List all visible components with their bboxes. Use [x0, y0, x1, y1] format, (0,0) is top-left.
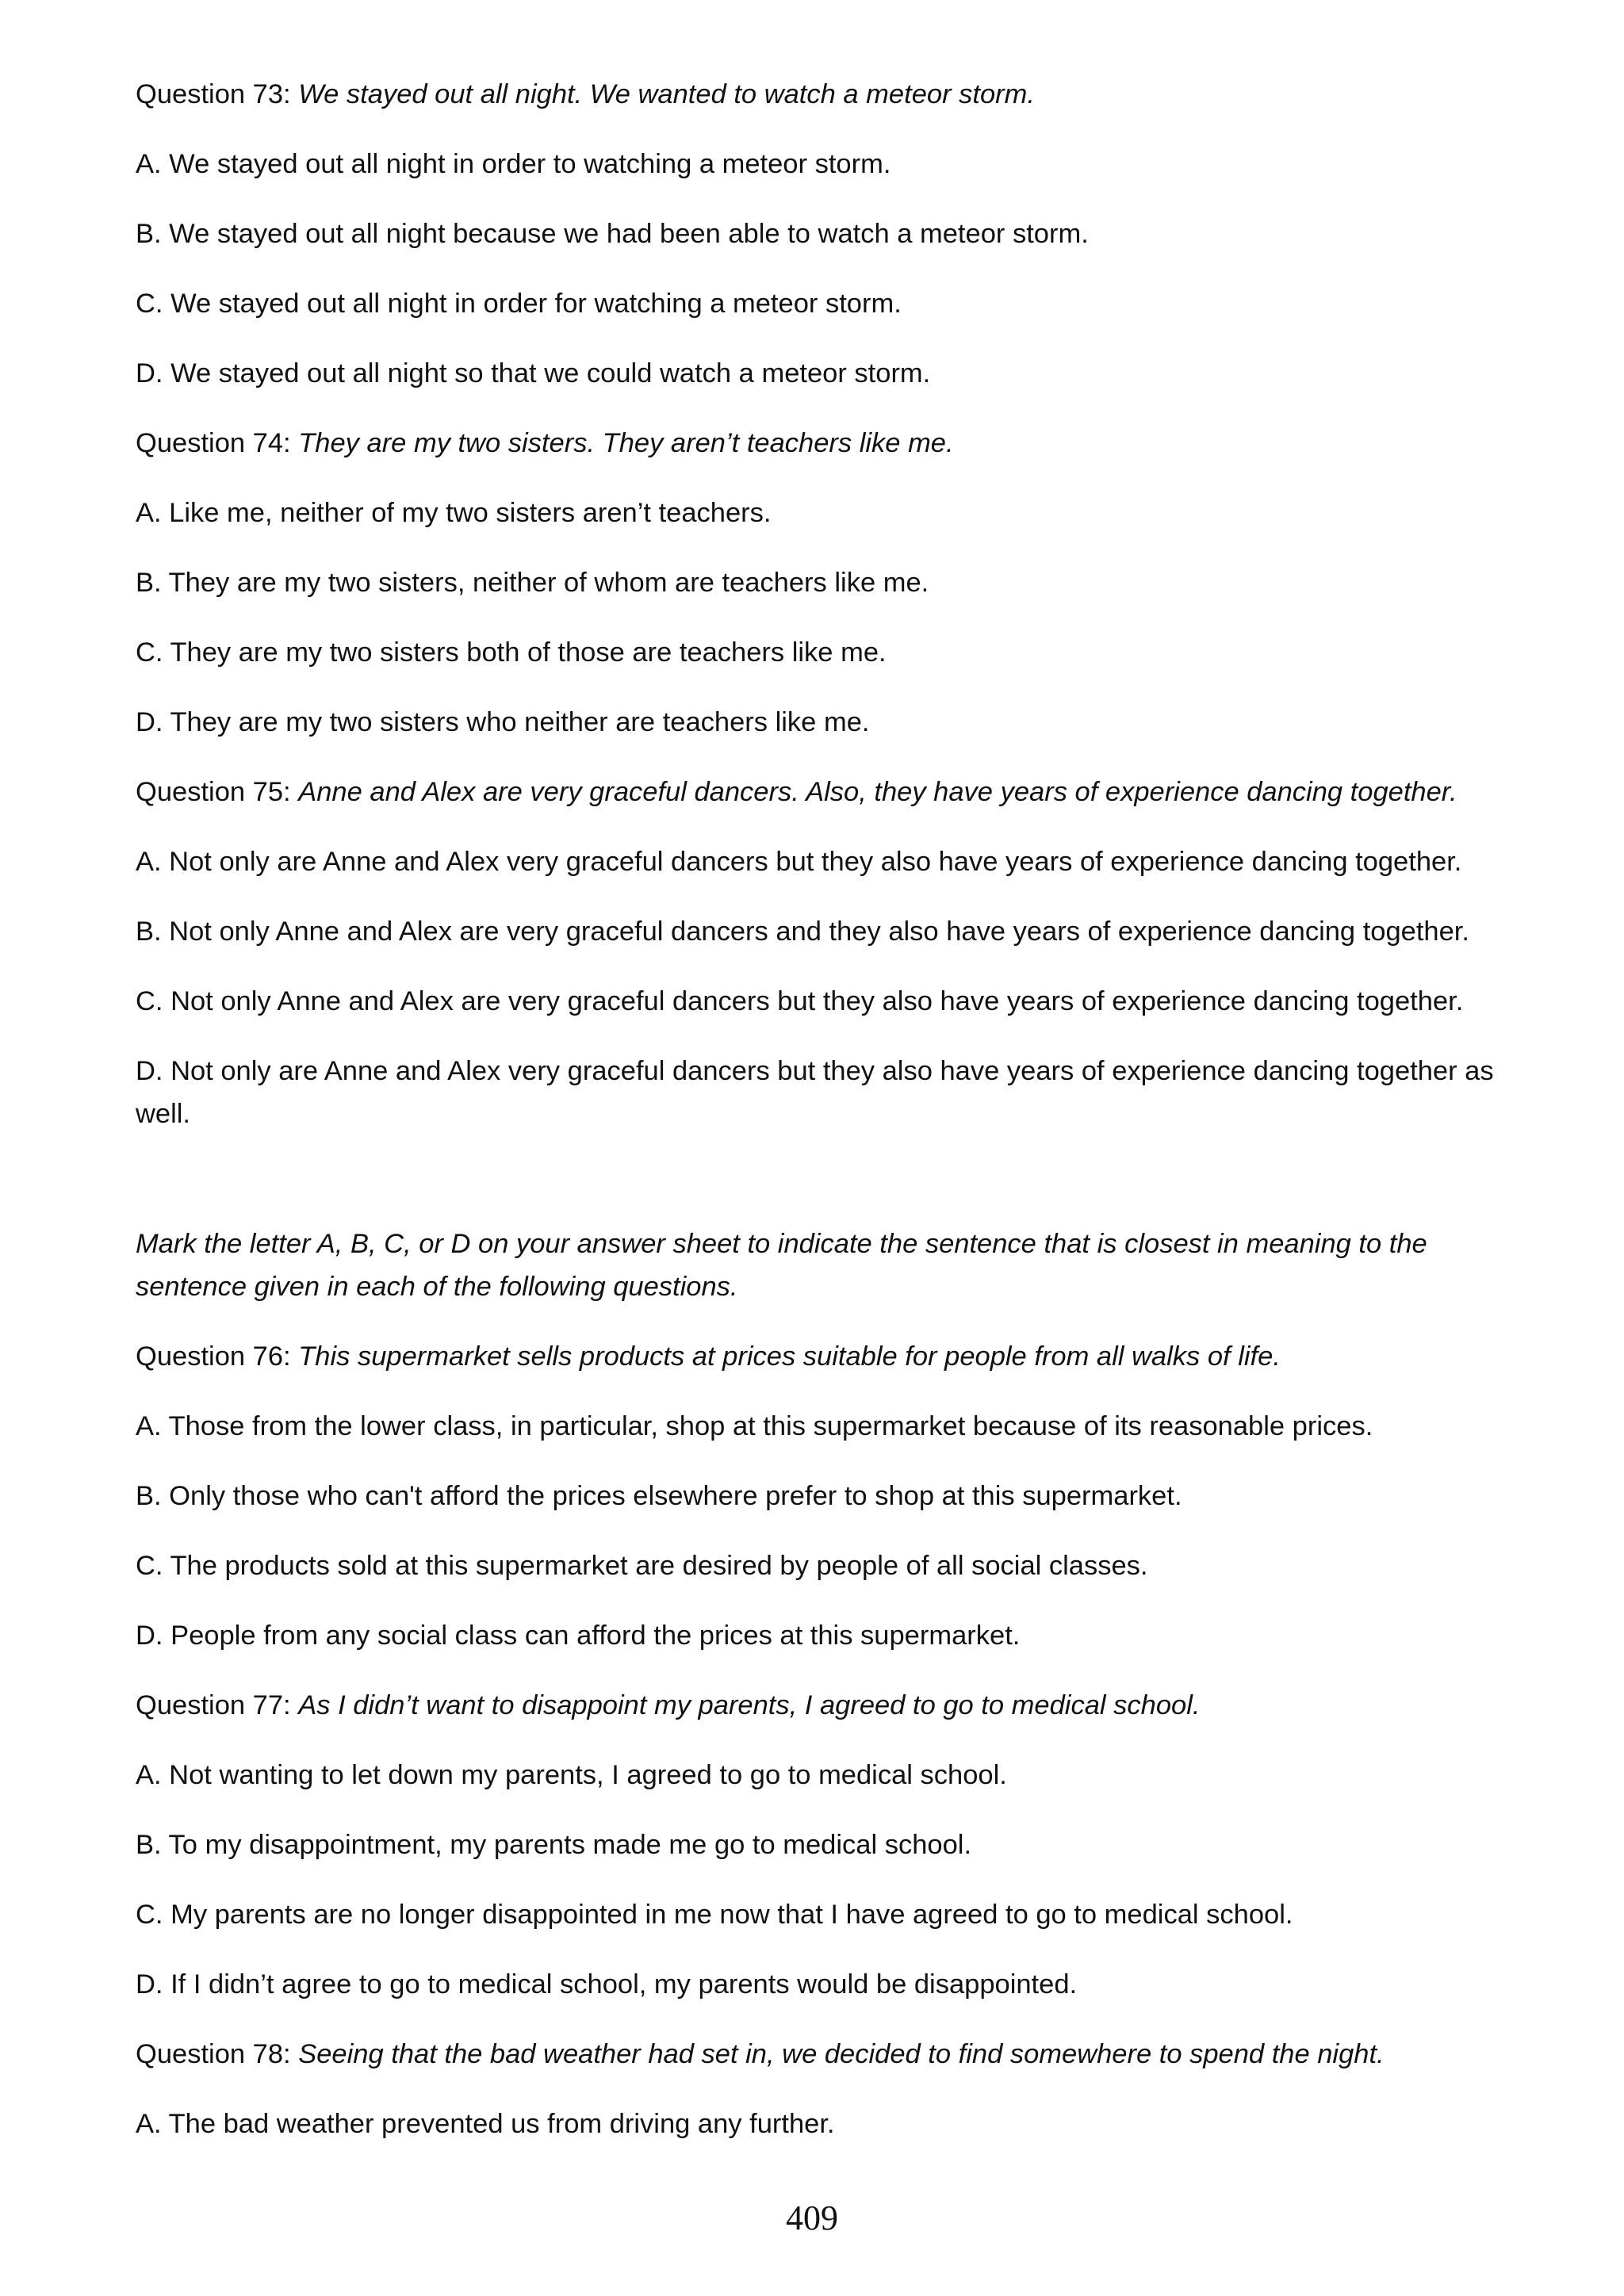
option-b: B. We stayed out all night because we had been able to watch a meteor storm. [136, 219, 1089, 249]
question-73 [136, 73, 1515, 116]
option-c: C. They are my two sisters both of those are teachers like me. [136, 637, 887, 668]
question-77 [136, 1684, 1515, 1727]
option-d: D. We stayed out all night so that we could watch a meteor storm. [136, 358, 931, 388]
question-label: Question 75: [136, 777, 299, 807]
question-label: Question 74: [136, 428, 299, 458]
question-stem: Seeing that the bad weather had set in, we decided to find somewhere to spend the night. [298, 2039, 1385, 2069]
question-label: Question 78: [136, 2039, 299, 2069]
option-a: A. Like me, neither of my two sisters aren’t teachers. [136, 498, 772, 528]
option-b: B. They are my two sisters, neither of whom are teachers like me. [136, 568, 929, 598]
option-b: B. To my disappointment, my parents made me go to medical school. [136, 1830, 972, 1860]
document-page [136, 73, 1515, 2172]
option-c: C. Not only Anne and Alex are very graceful dancers but they also have years of experience dancing together. [136, 986, 1464, 1016]
question-74 [136, 422, 1515, 465]
page-number: 409 [786, 2198, 838, 2237]
question-stem: This supermarket sells products at prices suitable for people from all walks of life. [298, 1341, 1281, 1372]
option-a: A. The bad weather prevented us from driving any further. [136, 2109, 835, 2139]
question-stem: Anne and Alex are very graceful dancers. Also, they have years of experience dancing together. [298, 777, 1457, 807]
section-instruction: Mark the letter A, B, C, or D on your answer sheet to indicate the sentence that is closest in meaning to the sentence given in each of the following questions. [136, 1229, 1427, 1302]
option-d: D. Not only are Anne and Alex very graceful dancers but they also have years of experience dancing together as well. [136, 1056, 1494, 1129]
question-label: Question 77: [136, 1690, 299, 1720]
option-c: C. The products sold at this supermarket are desired by people of all social classes. [136, 1551, 1148, 1581]
option-d: D. If I didn’t agree to go to medical school, my parents would be disappointed. [136, 1969, 1078, 1999]
option-c: C. We stayed out all night in order for watching a meteor storm. [136, 289, 902, 319]
option-c: C. My parents are no longer disappointed in me now that I have agreed to go to medical school. [136, 1900, 1293, 1930]
option-d: D. People from any social class can afford the prices at this supermarket. [136, 1621, 1021, 1651]
option-a: A. Not only are Anne and Alex very graceful dancers but they also have years of experience dancing together. [136, 847, 1462, 877]
question-stem: We stayed out all night. We wanted to watch a meteor storm. [298, 79, 1035, 109]
question-76 [136, 1335, 1515, 1378]
question-stem: As I didn’t want to disappoint my parents, I agreed to go to medical school. [298, 1690, 1201, 1720]
option-b: B. Only those who can't afford the prices elsewhere prefer to shop at this supermarket. [136, 1481, 1182, 1511]
question-label: Question 73: [136, 79, 299, 109]
option-b: B. Not only Anne and Alex are very graceful dancers and they also have years of experience dancing together. [136, 916, 1469, 947]
question-stem: They are my two sisters. They aren’t teachers like me. [298, 428, 954, 458]
question-75 [136, 771, 1515, 813]
option-d: D. They are my two sisters who neither are teachers like me. [136, 707, 870, 737]
option-a: A. Not wanting to let down my parents, I agreed to go to medical school. [136, 1760, 1007, 1790]
question-78 [136, 2033, 1515, 2076]
question-label: Question 76: [136, 1341, 299, 1372]
option-a: A. Those from the lower class, in particular, shop at this supermarket because of its reasonable prices. [136, 1411, 1373, 1441]
option-a: A. We stayed out all night in order to watching a meteor storm. [136, 149, 891, 179]
